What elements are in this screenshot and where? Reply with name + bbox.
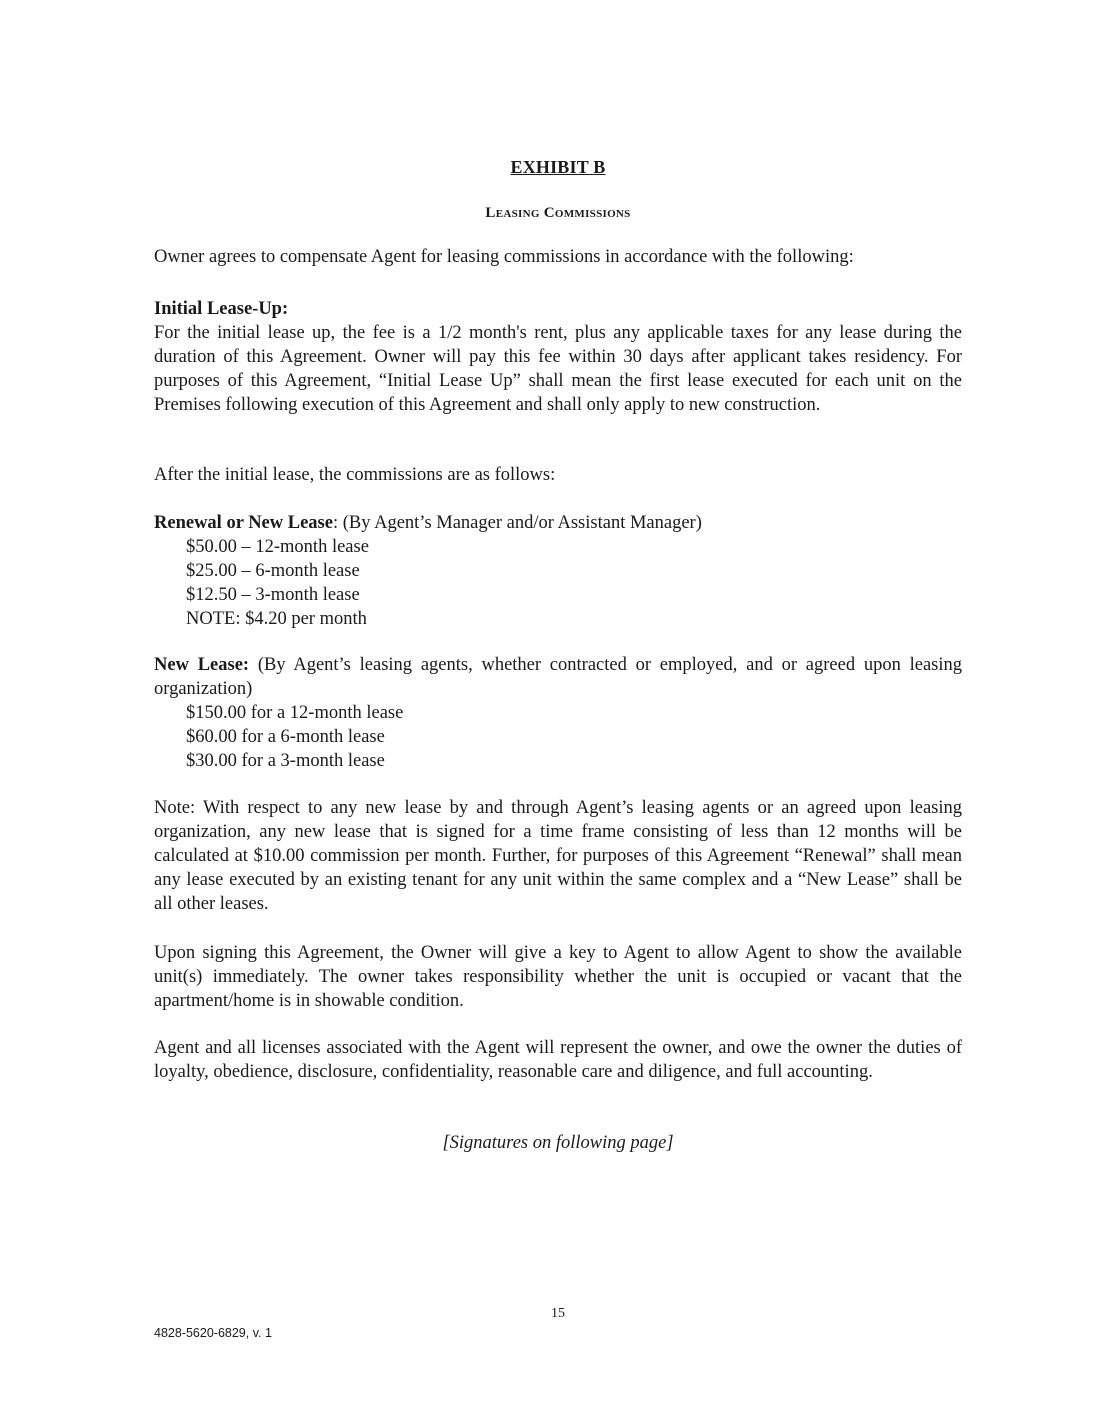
- initial-lease-up-heading: Initial Lease-Up:: [154, 299, 289, 319]
- new-lease-item: $60.00 for a 6-month lease: [186, 727, 385, 747]
- exhibit-title: EXHIBIT B: [510, 157, 606, 177]
- key-paragraph: Upon signing this Agreement, the Owner will give a key to Agent to allow Agent to show the available unit(s) immediately. The owner takes responsibility whether the unit is occupied or vacant that the apartment/home is in showable condition.: [154, 943, 962, 1011]
- renewal-item: $12.50 – 3-month lease: [186, 585, 360, 605]
- renewal-heading: Renewal or New Lease: [154, 513, 333, 533]
- after-initial-paragraph: After the initial lease, the commissions are as follows:: [154, 465, 556, 485]
- signatures-note: [Signatures on following page]: [442, 1133, 674, 1153]
- new-lease-heading: New Lease:: [154, 655, 250, 675]
- renewal-subheading: : (By Agent’s Manager and/or Assistant Manager): [332, 513, 702, 533]
- renewal-heading-line: [154, 511, 962, 535]
- initial-lease-up-section: [154, 297, 962, 417]
- renewal-section: [154, 511, 962, 631]
- note-paragraph: Note: With respect to any new lease by and through Agent’s leasing agents or an agreed upon leasing organization, any new lease that is signed for a time frame consisting of less than 12 months will be calculated at $10.00 commission per month. Further, for purposes of this Agreement “Renewal” shall mean any lease executed by an existing tenant for any unit within the same complex and a “New Lease” shall be all other leases.: [154, 798, 962, 914]
- new-lease-subheading: (By Agent’s leasing agents, whether contracted or employed, and or agreed upon leasing organization): [154, 655, 962, 699]
- renewal-item: $25.00 – 6-month lease: [186, 561, 360, 581]
- renewal-item: NOTE: $4.20 per month: [186, 609, 367, 629]
- new-lease-section: [154, 653, 962, 773]
- document-id: 4828-5620-6829, v. 1: [154, 1326, 272, 1340]
- new-lease-item: $150.00 for a 12-month lease: [186, 703, 404, 723]
- duties-paragraph: Agent and all licenses associated with the Agent will represent the owner, and owe the owner the duties of loyalty, obedience, disclosure, confidentiality, reasonable care and diligence, and full accounting.: [154, 1038, 962, 1082]
- new-lease-heading-line: [154, 653, 962, 701]
- page-number: 15: [551, 1306, 565, 1321]
- initial-lease-up-body: For the initial lease up, the fee is a 1/2 month's rent, plus any applicable taxes for any lease during the duration of this Agreement. Owner will pay this fee within 30 days after applicant takes residency. For purposes of this Agreement, “Initial Lease Up” shall mean the first lease executed for each unit on the Premises following execution of this Agreement and shall only apply to new construction.: [154, 323, 962, 415]
- document-page: [154, 0, 962, 1424]
- intro-paragraph: Owner agrees to compensate Agent for leasing commissions in accordance with the following:: [154, 247, 854, 267]
- renewal-item: $50.00 – 12-month lease: [186, 537, 369, 557]
- section-title: Leasing Commissions: [485, 205, 631, 221]
- new-lease-item: $30.00 for a 3-month lease: [186, 751, 385, 771]
